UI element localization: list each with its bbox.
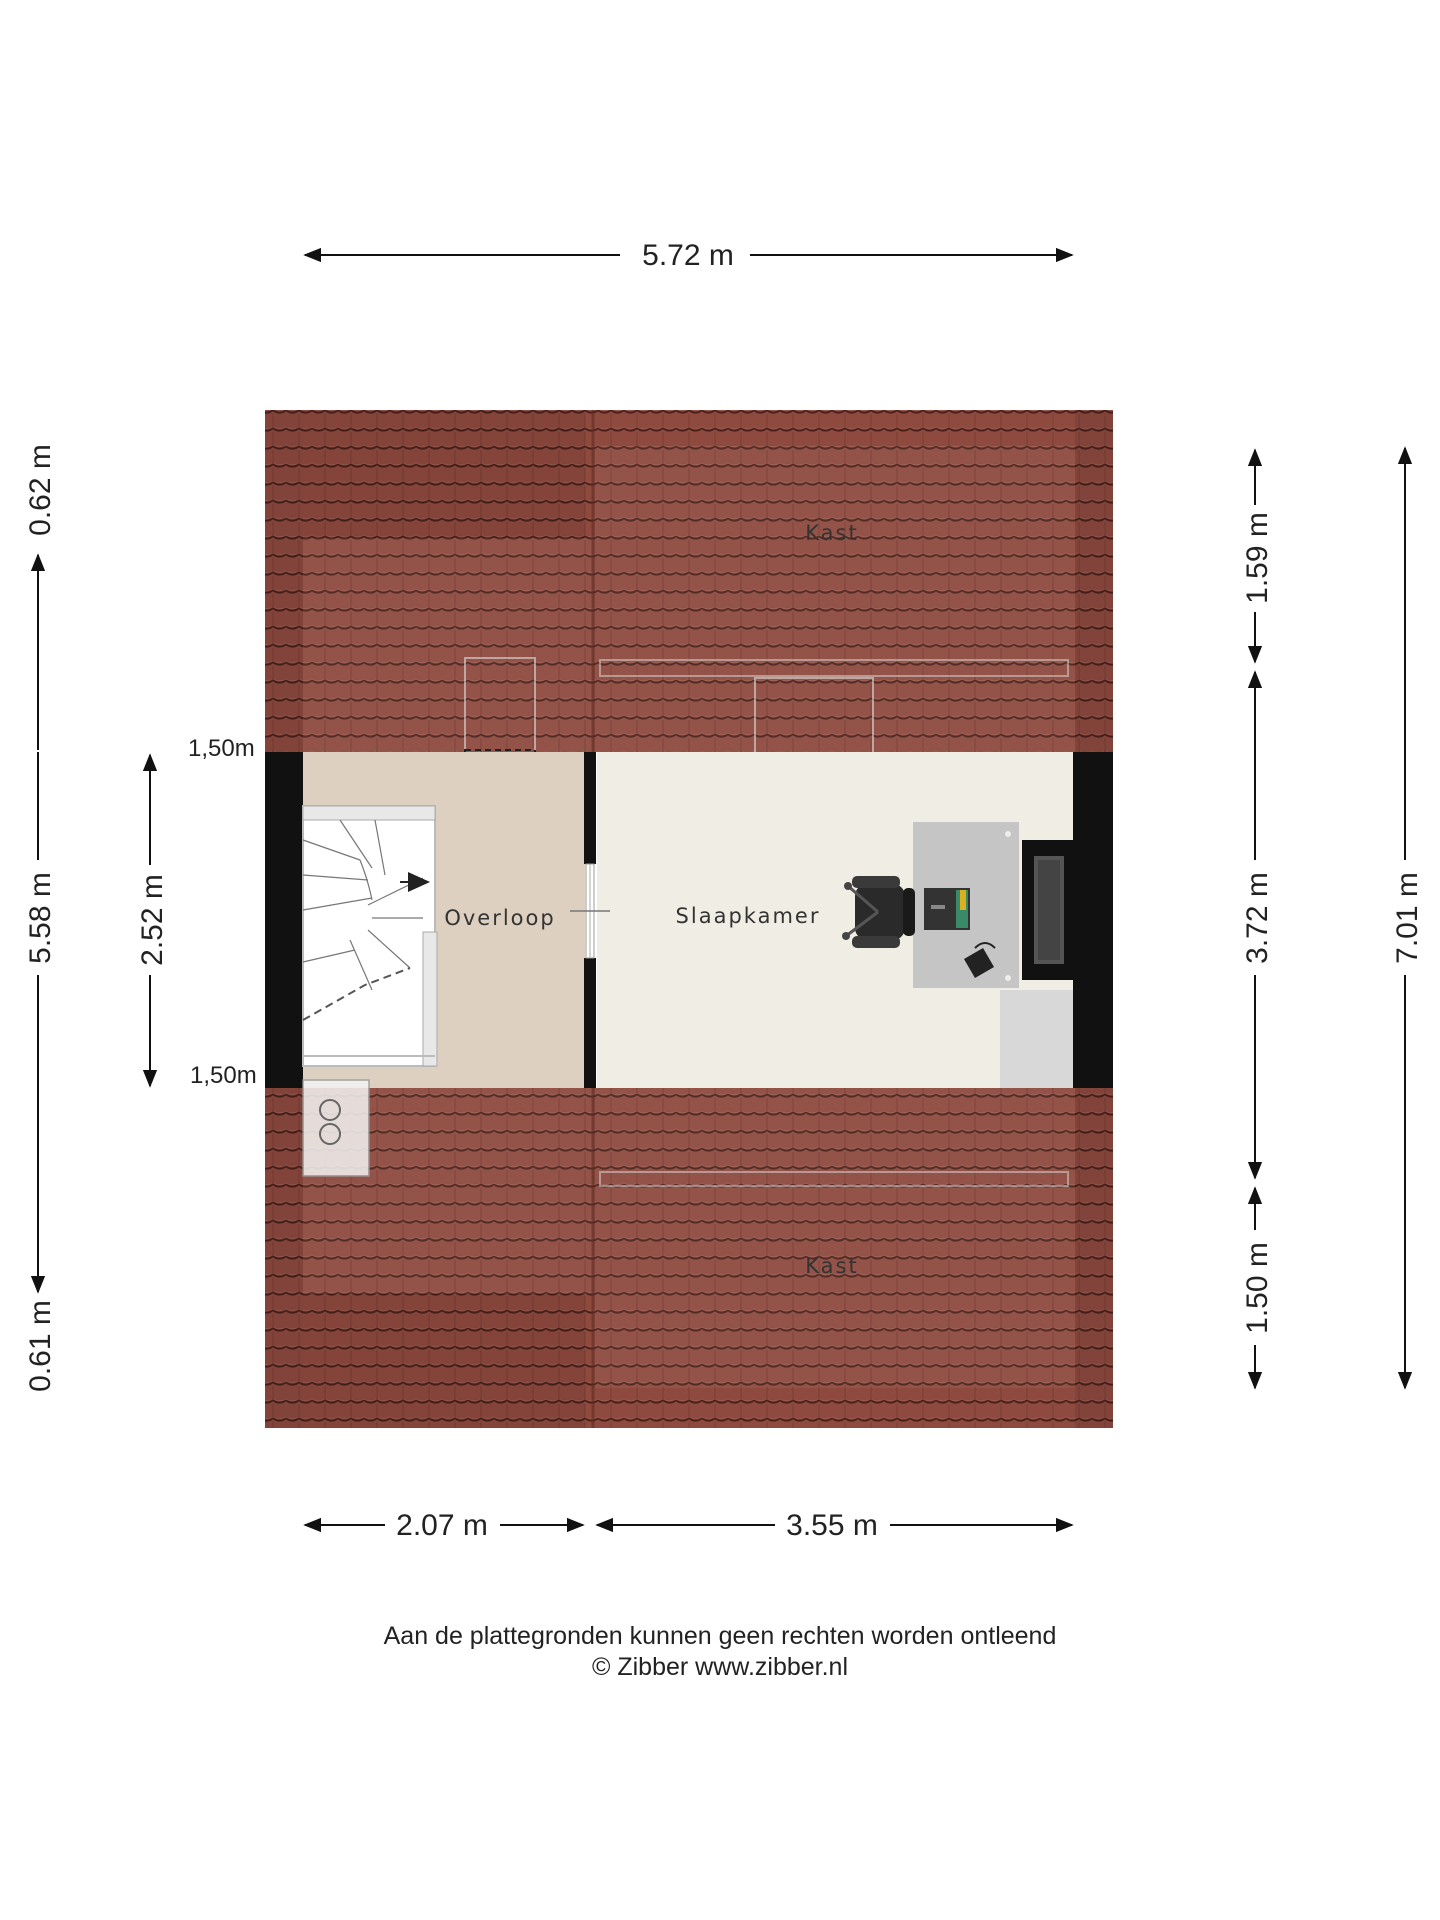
dimension-right-top bbox=[1241, 450, 1274, 662]
room-label-overloop: Overloop bbox=[444, 906, 556, 930]
room-label-slaapkamer: Slaapkamer bbox=[675, 904, 821, 928]
roof-bottom bbox=[265, 1088, 1113, 1428]
footer-copyright: © Zibber www.zibber.nl bbox=[591, 1653, 849, 1681]
svg-text:2.52 m: 2.52 m bbox=[136, 874, 169, 966]
svg-text:7.01 m: 7.01 m bbox=[1391, 872, 1424, 964]
room-label-kast-bottom: Kast bbox=[805, 1254, 859, 1278]
dimension-right-total bbox=[1391, 448, 1424, 1388]
staircase bbox=[303, 806, 437, 1066]
dimension-left-middle bbox=[24, 752, 57, 1088]
svg-text:0.61 m: 0.61 m bbox=[24, 1300, 57, 1392]
dimension-top-width bbox=[305, 239, 1072, 272]
svg-text:1.59 m: 1.59 m bbox=[1241, 512, 1274, 604]
dimension-left-top bbox=[24, 444, 57, 750]
dimension-bottom-left bbox=[305, 1509, 583, 1542]
svg-text:2.07 m: 2.07 m bbox=[396, 1509, 488, 1542]
dimension-left-bottom bbox=[24, 1088, 57, 1392]
dimension-right-bottom bbox=[1241, 1188, 1274, 1388]
svg-text:1.50 m: 1.50 m bbox=[1241, 1242, 1274, 1334]
room-label-kast-top: Kast bbox=[805, 521, 859, 545]
wall-divider-upper bbox=[584, 752, 596, 864]
roof-top bbox=[265, 410, 1113, 752]
svg-text:5.58 m: 5.58 m bbox=[24, 872, 57, 964]
dimension-right-middle bbox=[1241, 672, 1274, 1178]
wall-right bbox=[1073, 752, 1113, 1088]
svg-text:3.55 m: 3.55 m bbox=[786, 1509, 878, 1542]
height-label-upper: 1,50m bbox=[188, 735, 255, 762]
dimension-bottom-right bbox=[597, 1509, 1072, 1542]
svg-text:0.62 m: 0.62 m bbox=[24, 444, 57, 536]
footer-disclaimer: Aan de plattegronden kunnen geen rechten worden ontleend bbox=[383, 1622, 1057, 1650]
dimension-inner-left bbox=[136, 755, 169, 1086]
svg-text:5.72 m: 5.72 m bbox=[642, 239, 734, 272]
svg-text:3.72 m: 3.72 m bbox=[1241, 872, 1274, 964]
boiler-unit bbox=[303, 1080, 369, 1176]
window-cabinet bbox=[1022, 840, 1074, 980]
desk bbox=[913, 822, 1019, 988]
wardrobe bbox=[1000, 990, 1073, 1088]
height-label-lower: 1,50m bbox=[190, 1062, 257, 1089]
wall-divider-lower bbox=[584, 958, 596, 1088]
wall-left bbox=[265, 752, 303, 1088]
